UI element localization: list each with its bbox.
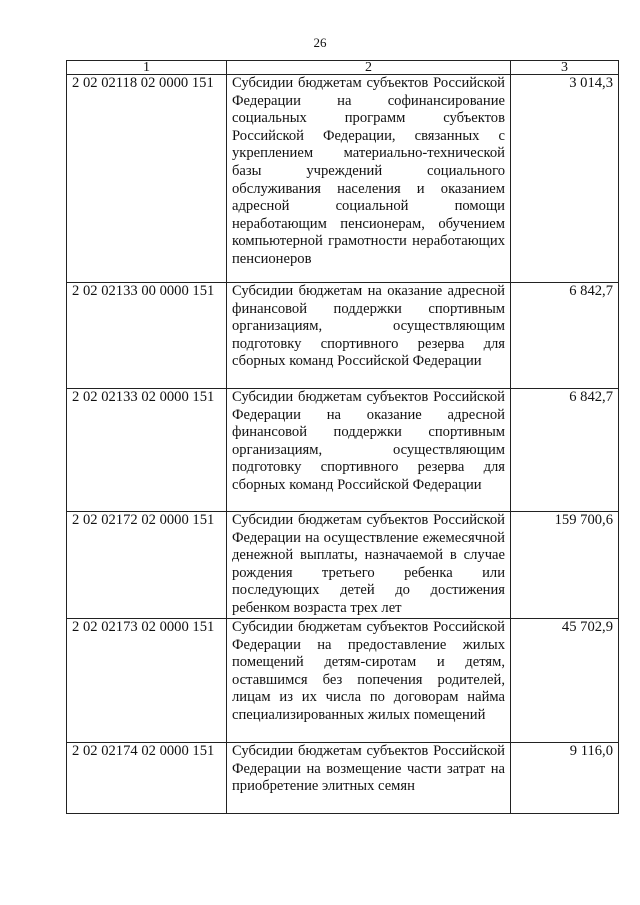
column-header-2: 2 <box>227 61 511 75</box>
row-description: Субсидии бюджетам субъектов Российской Федерации на софинансирование социальных программ субъектов Российской Федерации, связанных с укреплением материально-технической базы учреждений социального обслуживания населения и оказанием адресной социальной помощи неработающим пенсионерам, обучением компьютерной грамотности неработающих пенсионеров <box>227 75 511 283</box>
table-row <box>67 75 619 283</box>
row-amount: 6 842,7 <box>511 283 619 389</box>
page-number: 26 <box>313 35 327 50</box>
row-amount: 159 700,6 <box>511 512 619 619</box>
row-code: 2 02 02118 02 0000 151 <box>67 75 227 283</box>
row-code: 2 02 02133 02 0000 151 <box>67 389 227 512</box>
table-row <box>67 512 619 619</box>
row-amount: 3 014,3 <box>511 75 619 283</box>
row-amount: 9 116,0 <box>511 743 619 814</box>
table-row <box>67 743 619 814</box>
row-code: 2 02 02173 02 0000 151 <box>67 619 227 743</box>
column-header-3: 3 <box>511 61 619 75</box>
column-header-1: 1 <box>67 61 227 75</box>
row-description: Субсидии бюджетам субъектов Российской Федерации на предоставление жилых помещений детям-сиротам и детям, оставшимся без попечения родителей, лицам из их числа по договорам найма специализированных жилых помещений <box>227 619 511 743</box>
row-description: Субсидии бюджетам на оказание адресной финансовой поддержки спортивным организациям, осуществляющим подготовку спортивного резерва для сборных команд Российской Федерации <box>227 283 511 389</box>
table-row <box>67 283 619 389</box>
row-code: 2 02 02133 00 0000 151 <box>67 283 227 389</box>
row-description: Субсидии бюджетам субъектов Российской Федерации на оказание адресной финансовой поддержки спортивным организациям, осуществляющим подготовку спортивного резерва для сборных команд Российской Федерации <box>227 389 511 512</box>
row-description: Субсидии бюджетам субъектов Российской Федерации на возмещение части затрат на приобретение элитных семян <box>227 743 511 814</box>
table-row <box>67 619 619 743</box>
table-header-row <box>67 61 619 75</box>
row-code: 2 02 02172 02 0000 151 <box>67 512 227 619</box>
row-amount: 45 702,9 <box>511 619 619 743</box>
table-row <box>67 389 619 512</box>
row-amount: 6 842,7 <box>511 389 619 512</box>
row-code: 2 02 02174 02 0000 151 <box>67 743 227 814</box>
row-description: Субсидии бюджетам субъектов Российской Федерации на осуществление ежемесячной денежной выплаты, назначаемой в случае рождения третьего ребенка или последующих детей до достижения ребенком возраста трех лет <box>227 512 511 619</box>
budget-table <box>66 60 619 814</box>
